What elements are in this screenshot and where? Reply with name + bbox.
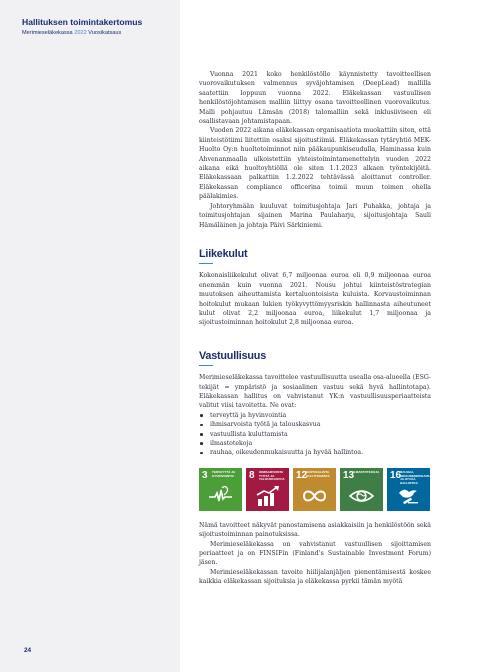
subtitle-year: 2022	[74, 30, 87, 36]
subtitle-suffix: Vuosikatsaus	[88, 30, 122, 36]
vastuullisuus-heading: Vastuullisuus	[199, 350, 431, 366]
sdg-goal-tiles	[199, 468, 439, 511]
page-header	[22, 17, 178, 38]
page-number: 24	[24, 647, 32, 654]
after-paragraph: Merimieseläkekassan tavoite hiilijalanjäljen pienentämisestä koskee kaikkia eläkekassan sijoituksia ja eläkekassa pyrkii tämän myötä	[199, 568, 431, 586]
growth-chart-icon	[255, 485, 280, 507]
heartbeat-icon	[208, 485, 233, 507]
sdg-tile-3: 3 TERVEYTTÄ JA HYVINVOINTIA	[199, 468, 242, 511]
liikekulut-paragraph: Kokonaisliikekulut olivat 6,7 miljoonaa euroa eli 0,9 miljoonaa euroa enemmän kuin vuonna 2021. Nousu johtui kiinteistöstrategian muutoksen aiheuttamista kertaluontoisista kuluista. Korvaustoiminnan hoitokulut mukaan lukien työkyvyttömyysriskin hallinnasta aiheutuneet kulut olivat 2,2 miljoonaa euroa, liikekulut 1,7 miljoonaa ja sijoitustoiminnan hoitokulut 2,8 miljoonaa euroa.	[199, 272, 431, 327]
main-content	[199, 70, 439, 587]
intro-paragraph: Vuonna 2021 koko henkilöstölle käynnistetty tavoitteellisen vuorovaikutuksen valmennus syväjohtamisen (DeepLead) mallilla saatettiin loppuun vuonna 2022. Eläkekassan vastuullisen henkilöstöjohtamisen malliin liittyy osana tavoitteellinen vuorovaikutus. Malli pohjautuu Lämsän (2018) talomalliin sekä inklusiiviseen eli osallistavaan johtamistapaan.	[199, 71, 431, 126]
sdg-tile-13: 13 ILMASTOTEKOJA	[340, 468, 383, 511]
dove-gavel-icon	[396, 485, 421, 507]
left-sidebar-panel	[0, 0, 180, 672]
goals-list	[199, 411, 431, 458]
intro-paragraph: Johtoryhmään kuuluvat toimitusjohtaja Jari Puhakka, johtaja ja toimitusjohtajan sijainen Marina Paulaharju, sijoitusjohtaja Sauli Hämäläinen ja johtaja Päivi Särkiniemi.	[199, 202, 431, 229]
sdg-tile-12: 12 VASTUULLISTA KULUTTAMISTA	[293, 468, 336, 511]
intro-paragraph: Vuoden 2022 aikana eläkekassan organisaatiota muokattiin siten, että kiinteistötiimi liitettiin osaksi sijoitustiimiä. Eläkekassan tytäryhtiö MEK-Huolto Oy:n huoltotoiminnot niin pääkaupunkiseudulla, Haminassa kuin Ahvenanmaalla ulkoistettiin yhteistoimintamenettelyin vuoden 2022 aikana eikä huoltoyhtiöllä ole siten 1.1.2023 alkaen työntekijöitä. Eläkekassaan palkattiin 1.2.2022 tehtävässä aloittanut controller. Eläkekassan compliance officerina toimii muun toimen ohella päälakimies.	[199, 127, 431, 201]
report-subtitle	[22, 29, 178, 38]
vastuullisuus-paragraph: Merimieseläkekassa tavoittelee vastuullisuutta usealla osa-alueella (ESG-tekijät = ympäristö ja sosiaalinen vastuu sekä hyvä hallintotapa). Eläkekassan hallitus on vahvistanut YK:n vastuullisuusperiaatteista valitut viisi tavoitetta. Ne ovat:	[199, 374, 431, 410]
report-section-title: Hallituksen toimintakertomus	[22, 17, 143, 27]
eye-globe-icon	[349, 485, 374, 507]
list-item: rauhaa, oikeudenmukaisuutta ja hyvää hallintoa.	[199, 448, 431, 457]
after-paragraph: Nämä tavoitteet näkyvät panostamisena asiakkaisiin ja henkilöstöön sekä sijoitustoiminnan painotuksissa.	[199, 521, 431, 539]
list-item: vastuullista kuluttamista	[199, 430, 431, 439]
sdg-tile-16: 16 RAUHAA, OIKEUDENMUKAISUUTTA JA HYVÄÄ HALLINTOA	[387, 468, 430, 511]
liikekulut-heading: Liikekulut	[199, 248, 431, 264]
sdg-tile-8: 8 IHMISARVOISTA TYÖTÄ JA TALOUSKASVUA	[246, 468, 289, 511]
list-item: ilmastotekoja	[199, 439, 431, 448]
infinity-icon	[302, 485, 327, 507]
after-paragraph: Merimieseläkekassa on vahvistanut vastuullisen sijoittamisen periaatteet ja on FINSIFin (Finland’s Sustainable Investment Forum) jäsen.	[199, 540, 431, 567]
list-item: ihmisarvoista työtä ja talouskasvua	[199, 420, 431, 429]
subtitle-org: Merimieseläkekassa	[22, 30, 73, 36]
list-item: terveyttä ja hyvinvointia	[199, 411, 431, 420]
